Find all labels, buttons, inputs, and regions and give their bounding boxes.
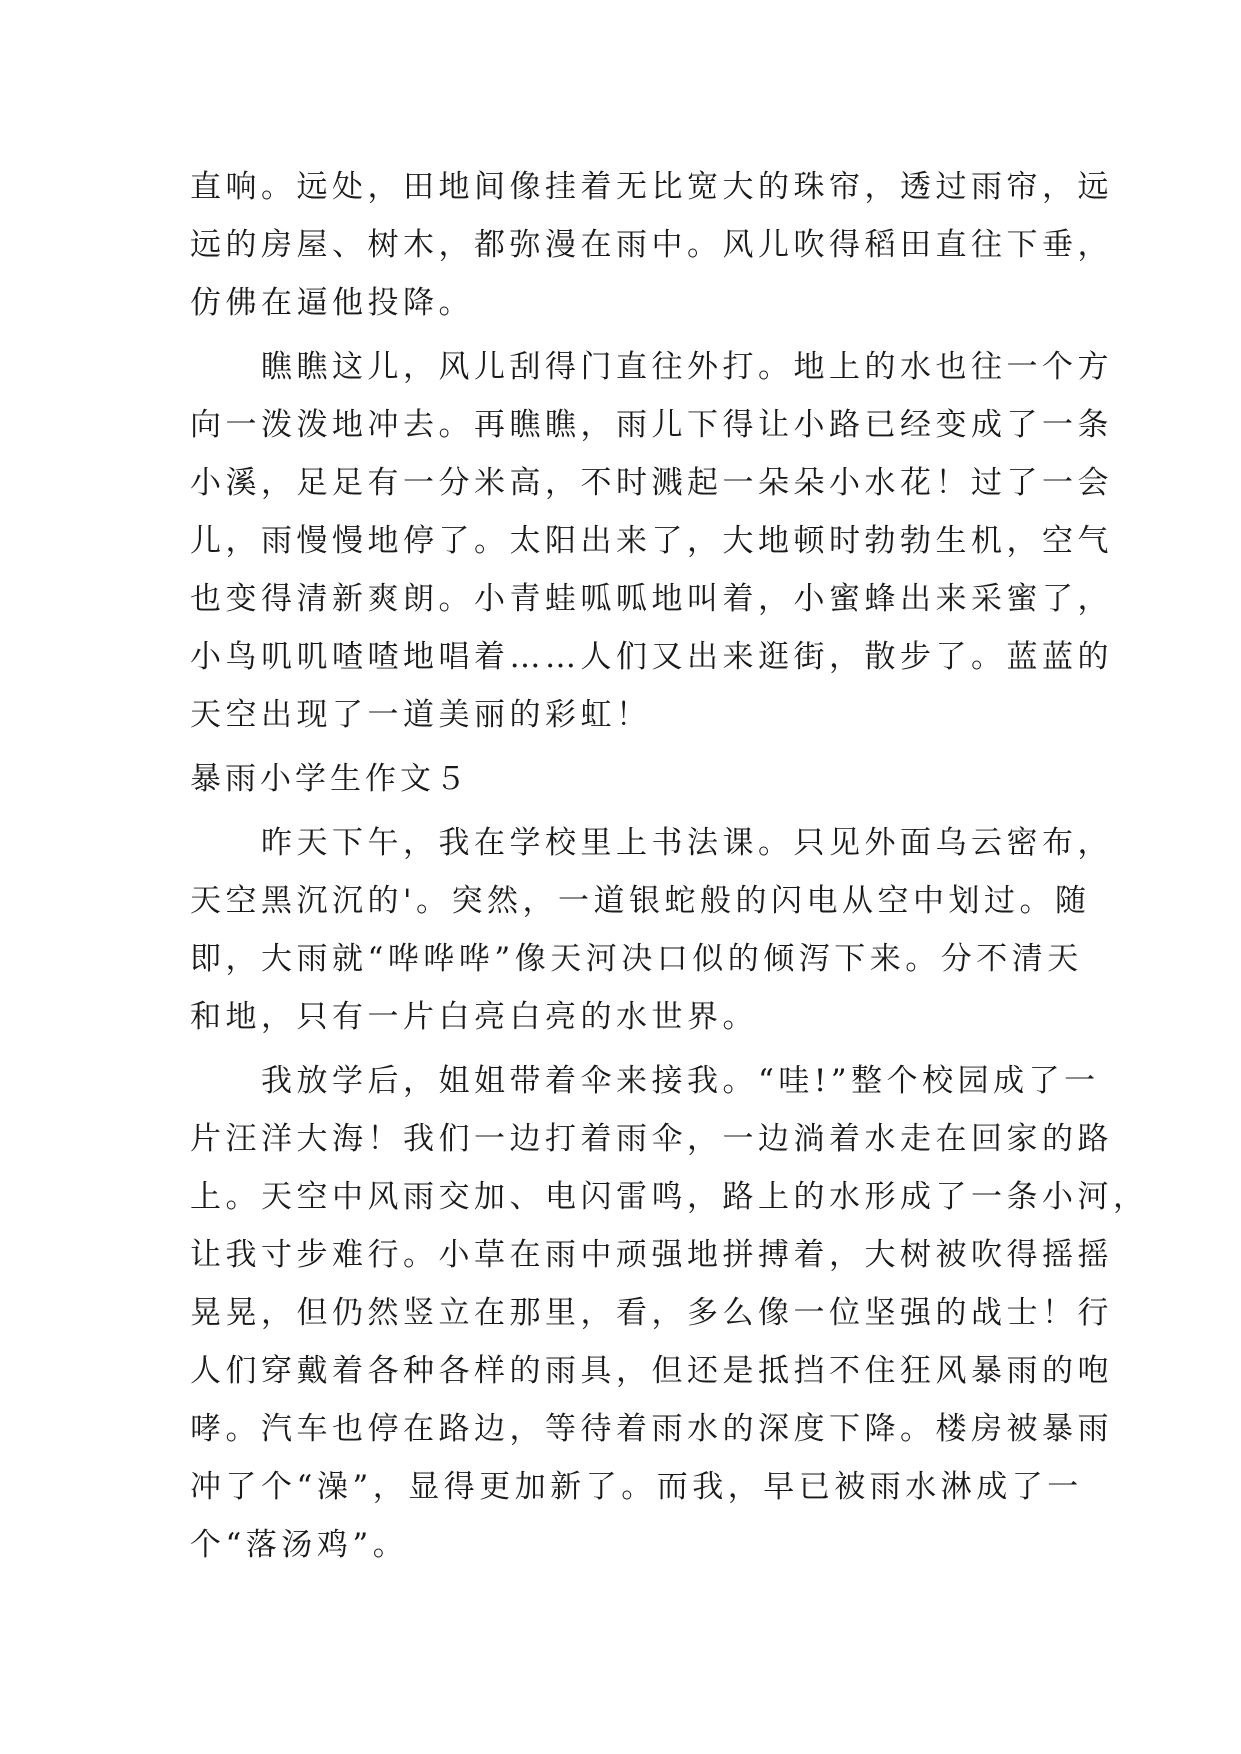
text-line: 天空出现了一道美丽的彩虹！ bbox=[190, 697, 652, 733]
text-line: 瞧瞧这儿，风儿刮得门直往外打。地上的水也往一个方 bbox=[190, 349, 1113, 385]
text-line: 即，大雨就“哗哗哗”像天河决口似的倾泻下来。分不清天 bbox=[190, 941, 1083, 977]
paragraph-3 bbox=[190, 814, 1113, 1046]
paragraph-1 bbox=[190, 158, 1113, 332]
text-line: 个“落汤鸡”。 bbox=[190, 1527, 409, 1563]
text-line: 天空黑沉沉的'。突然，一道银蛇般的闪电从空中划过。随 bbox=[190, 883, 1091, 919]
text-line: 也变得清新爽朗。小青蛙呱呱地叫着，小蜜蜂出来采蜜了， bbox=[190, 581, 1113, 617]
text-line: 让我寸步难行。小草在雨中顽强地拼搏着，大树被吹得摇摇 bbox=[190, 1237, 1113, 1273]
text-line: 上。天空中风雨交加、电闪雷鸣，路上的水形成了一条小河， bbox=[190, 1179, 1149, 1215]
text-line: 儿，雨慢慢地停了。太阳出来了，大地顿时勃勃生机，空气 bbox=[190, 523, 1113, 559]
text-line: 冲了个“澡”，显得更加新了。而我，早已被雨水淋成了一 bbox=[190, 1469, 1083, 1505]
text-line: 晃晃，但仍然竖立在那里，看，多么像一位坚强的战士！行 bbox=[190, 1295, 1113, 1331]
text-line: 人们穿戴着各种各样的雨具，但还是抵挡不住狂风暴雨的咆 bbox=[190, 1353, 1113, 1389]
text-line: 昨天下午，我在学校里上书法课。只见外面乌云密布， bbox=[190, 825, 1113, 861]
text-line: 和地，只有一片白亮白亮的水世界。 bbox=[190, 999, 758, 1035]
text-line: 仿佛在逼他投降。 bbox=[190, 285, 474, 321]
text-line: 直响。远处，田地间像挂着无比宽大的珠帘，透过雨帘，远 bbox=[190, 169, 1113, 205]
text-line: 小溪，足足有一分米高，不时溅起一朵朵小水花！过了一会 bbox=[190, 465, 1113, 501]
paragraph-4 bbox=[190, 1052, 1149, 1574]
text-line: 我放学后，姐姐带着伞来接我。“哇!”整个校园成了一 bbox=[190, 1063, 1100, 1099]
section-heading-wrapper bbox=[190, 750, 1070, 808]
paragraph-2 bbox=[190, 338, 1113, 744]
text-line: 远的房屋、树木，都弥漫在雨中。风儿吹得稻田直往下垂， bbox=[190, 227, 1113, 263]
text-line: 片汪洋大海！我们一边打着雨伞，一边淌着水走在回家的路 bbox=[190, 1121, 1113, 1157]
text-line: 向一泼泼地冲去。再瞧瞧，雨儿下得让小路已经变成了一条 bbox=[190, 407, 1113, 443]
document-body bbox=[190, 158, 1149, 1574]
text-line: 哮。汽车也停在路边，等待着雨水的深度下降。楼房被暴雨 bbox=[190, 1411, 1113, 1447]
text-line: 小鸟叽叽喳喳地唱着……人们又出来逛街，散步了。蓝蓝的 bbox=[190, 639, 1113, 675]
section-heading: 暴雨小学生作文５ bbox=[190, 761, 470, 797]
